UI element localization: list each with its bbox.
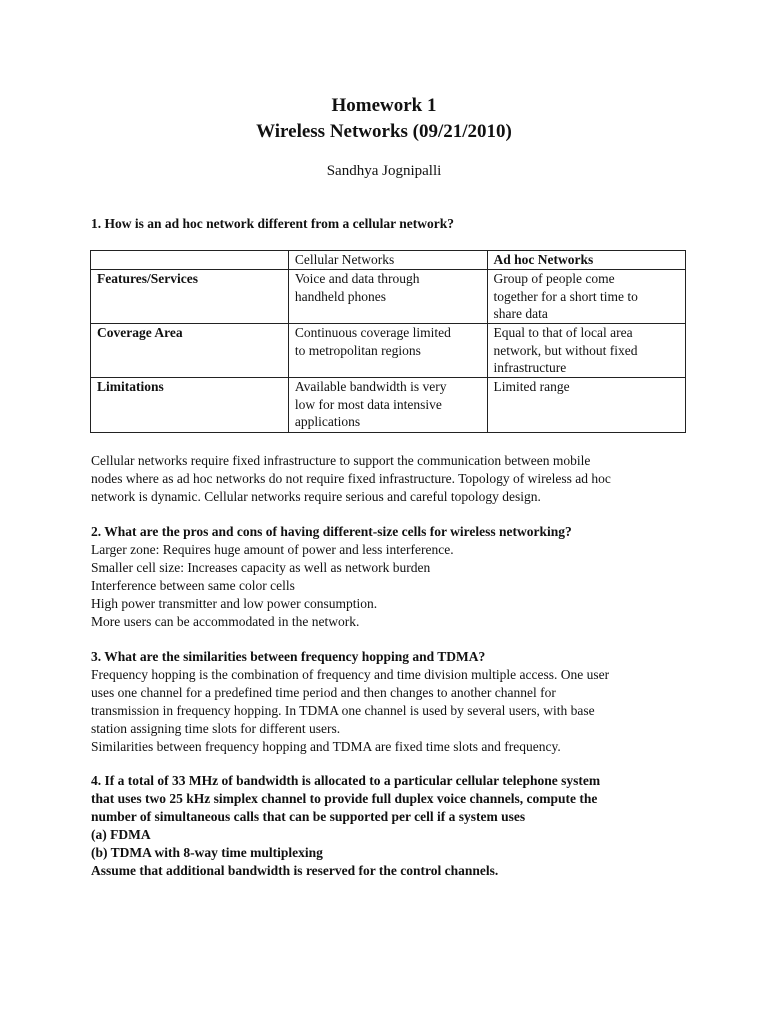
row-label: Coverage Area [91, 324, 289, 378]
table-header-cell [91, 251, 289, 270]
cell-line: applications [294, 414, 361, 429]
cell-line: Available bandwidth is very [294, 379, 447, 394]
table-row [91, 324, 686, 378]
cell-line: infrastructure [493, 360, 567, 375]
answer-3 [91, 666, 691, 756]
row-label: Features/Services [91, 270, 289, 324]
cell-line: share data [493, 306, 548, 321]
cell-line: low for most data intensive [294, 396, 442, 412]
question-2: 2. What are the pros and cons of having different-size cells for wireless networking? [91, 524, 572, 539]
answer-line: Larger zone: Requires huge amount of power and less interference. [91, 542, 454, 557]
answer-line: Smaller cell size: Increases capacity as well as network burden [91, 560, 431, 575]
answer-line: network is dynamic. Cellular networks require serious and careful topology design. [91, 489, 541, 504]
table-cell [487, 378, 685, 433]
document-title: Homework 1 [331, 95, 437, 116]
question-1: 1. How is an ad hoc network different from a cellular network? [91, 216, 454, 231]
author-name: Sandhya Jognipalli [326, 163, 442, 179]
answer-line: Similarities between frequency hopping and TDMA are fixed time slots and frequency. [91, 739, 561, 754]
table-row [91, 270, 686, 324]
table-header-cell: Cellular Networks [288, 251, 487, 270]
answer-line: uses one channel for a predefined time period and then changes to another channel for [91, 685, 556, 700]
table-cell [487, 324, 685, 378]
answer-line: station assigning time slots for different users. [91, 721, 341, 736]
cell-line: to metropolitan regions [294, 342, 421, 358]
answer-line: More users can be accommodated in the network. [91, 614, 360, 629]
cell-line: network, but without fixed [493, 342, 638, 358]
answer-line: Cellular networks require fixed infrastructure to support the communication between mobile [91, 453, 591, 468]
question-line: number of simultaneous calls that can be supported per cell if a system uses [91, 809, 526, 824]
cell-line: Limited range [493, 379, 570, 394]
answer-line: Frequency hopping is the combination of frequency and time division multiple access. One user [91, 667, 610, 682]
table-cell [288, 324, 487, 378]
answer-line: nodes where as ad hoc networks do not require fixed infrastructure. Topology of wireless ad hoc [91, 471, 611, 486]
table-cell [288, 270, 487, 324]
answer-line: Interference between same color cells [91, 578, 295, 593]
answer-line: transmission in frequency hopping. In TDMA one channel is used by several users, with base [91, 703, 595, 718]
question-line: 4. If a total of 33 MHz of bandwidth is allocated to a particular cellular telephone system [91, 773, 601, 788]
answer-line: High power transmitter and low power consumption. [91, 596, 378, 611]
cell-line: together for a short time to [493, 288, 638, 304]
table-header-row [91, 251, 686, 270]
cell-line: Continuous coverage limited [294, 325, 451, 340]
question-4 [91, 772, 691, 880]
document-subtitle: Wireless Networks (09/21/2010) [256, 121, 512, 142]
cell-line: handheld phones [294, 288, 387, 304]
table-header-cell: Ad hoc Networks [487, 251, 685, 270]
question-line: (a) FDMA [91, 827, 151, 842]
question-3: 3. What are the similarities between frequency hopping and TDMA? [91, 649, 486, 664]
table-row [91, 378, 686, 433]
question-line: (b) TDMA with 8-way time multiplexing [91, 845, 323, 860]
row-label: Limitations [91, 378, 289, 433]
cell-line: Voice and data through [294, 271, 420, 286]
cell-line: Group of people come [493, 271, 615, 286]
question-line: Assume that additional bandwidth is reserved for the control channels. [91, 863, 499, 878]
answer-1 [91, 452, 691, 506]
table-cell [288, 378, 487, 433]
answer-2 [91, 541, 691, 631]
cell-line: Equal to that of local area [493, 325, 633, 340]
table-cell [487, 270, 685, 324]
question-line: that uses two 25 kHz simplex channel to provide full duplex voice channels, compute the [91, 791, 598, 806]
comparison-table [90, 250, 686, 433]
